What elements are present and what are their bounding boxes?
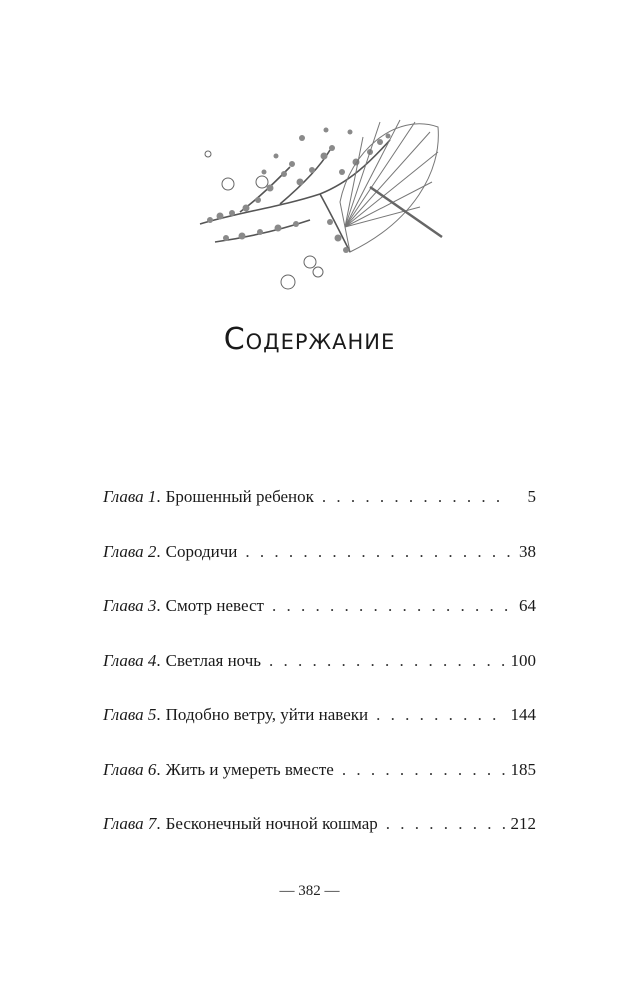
toc-page-number: 185 — [510, 759, 536, 779]
toc-leader-dots — [269, 651, 504, 671]
page-number: — 382 — — [279, 883, 340, 899]
toc-separator: . — [156, 759, 161, 779]
page-title: Содержание — [223, 322, 396, 357]
toc-entry-7[interactable] — [103, 814, 536, 869]
toc-entry-2[interactable] — [103, 542, 536, 597]
toc-chapter-label: Глава 7 — [103, 814, 157, 833]
toc-entry-1[interactable] — [103, 487, 536, 542]
toc-leader-dots — [272, 596, 510, 616]
toc-separator: . — [156, 487, 161, 506]
toc-separator: . — [156, 650, 161, 670]
toc-chapter-title: Смотр невест — [165, 596, 264, 615]
blossom-umbrella-illustration — [180, 112, 450, 302]
toc-entry-3[interactable] — [103, 596, 536, 651]
toc-chapter-title: Бесконечный ночной кошмар — [165, 814, 378, 833]
toc-leader-dots — [322, 487, 510, 507]
toc-chapter-label: Глава 6 — [103, 759, 157, 779]
toc-leader-dots — [386, 814, 505, 834]
toc-chapter-label: Глава 5 — [103, 705, 157, 724]
toc-page-number: 144 — [510, 705, 536, 724]
toc-chapter-label: Глава 2 — [103, 541, 157, 561]
toc-separator: . — [156, 541, 161, 561]
toc-separator: . — [156, 596, 161, 615]
toc-chapter-title: Жить и умереть вместе — [165, 759, 334, 779]
toc-page-number: 64 — [519, 596, 536, 615]
toc-chapter-label: Глава 1 — [103, 487, 157, 506]
toc-leader-dots — [376, 705, 504, 725]
toc-chapter-title: Брошенный ребенок — [165, 487, 314, 506]
toc-page-number: 5 — [527, 487, 536, 506]
toc-entry-5[interactable] — [103, 705, 536, 760]
toc-separator: . — [156, 705, 161, 724]
table-of-contents — [103, 487, 536, 869]
toc-page-number: 100 — [510, 650, 536, 670]
toc-chapter-label: Глава 4 — [103, 650, 157, 670]
toc-entry-6[interactable] — [103, 760, 536, 815]
toc-separator: . — [156, 814, 161, 833]
toc-chapter-title: Светлая ночь — [165, 650, 262, 670]
toc-chapter-label: Глава 3 — [103, 596, 157, 615]
toc-page-number: 38 — [519, 541, 536, 561]
toc-chapter-title: Подобно ветру, уйти навеки — [165, 705, 369, 724]
toc-page-number: 212 — [510, 814, 536, 833]
toc-chapter-title: Сородичи — [165, 541, 238, 561]
toc-leader-dots — [245, 542, 510, 562]
toc-entry-4[interactable] — [103, 651, 536, 706]
toc-leader-dots — [342, 760, 505, 780]
